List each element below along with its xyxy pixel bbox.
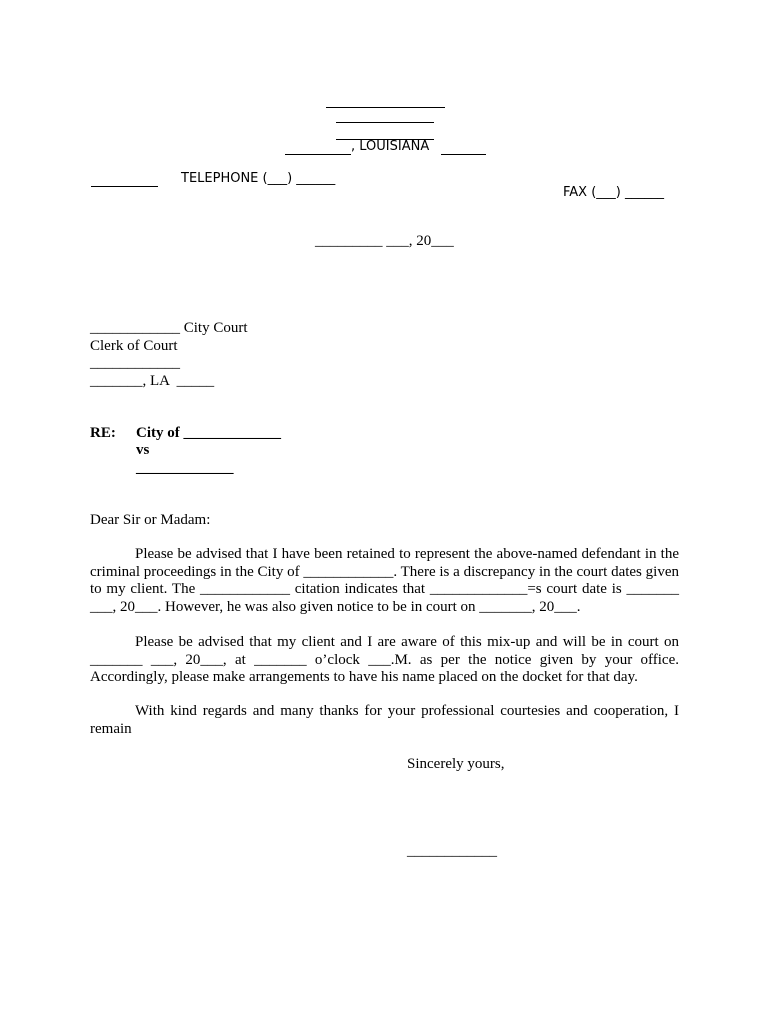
letterhead-left-blank-line — [91, 186, 158, 187]
re-defendant: _____________ — [136, 460, 234, 476]
closing: Sincerely yours, — [407, 756, 505, 772]
letterhead-title-line — [336, 122, 434, 123]
body-paragraph-1 — [90, 546, 679, 616]
letterhead-telephone: TELEPHONE (___) ______ — [181, 171, 336, 186]
recipient-clerk: Clerk of Court — [90, 338, 178, 354]
paragraph-text: With kind regards and many thanks for your professional courtesies and cooperation, I remain — [90, 703, 679, 737]
recipient-court: ____________ City Court — [90, 320, 248, 336]
re-versus: vs — [136, 442, 150, 458]
signature-line: ____________ — [407, 843, 497, 859]
body-paragraph-3 — [90, 703, 679, 738]
paragraph-text: Please be advised that my client and I are aware of this mix-up and will be in court on _______ ___, 20___, at _______ o’clock ___.M. as per the notice given by your office. Accordingly, please make arrangements to have his name placed on the docket for that day. — [90, 634, 679, 685]
paragraph-text: Please be advised that I have been retained to represent the above-named defendant in the criminal proceedings in the City of ____________. There is a discrepancy in the court dates given to my client. The ____________ citation indicates that _____________=s court date is _______ ___, 20___. However, he was also given notice to be in court on _______, 20___. — [90, 546, 679, 615]
letterhead-name-line — [326, 107, 445, 108]
letterhead-city-line — [285, 154, 351, 155]
re-label: RE: — [90, 425, 116, 441]
letterhead-fax: FAX (___) ______ — [563, 185, 664, 200]
letter-date: _________ ___, 20___ — [315, 233, 454, 249]
salutation: Dear Sir or Madam: — [90, 512, 211, 528]
letterhead-city-state: , LOUISIANA — [351, 139, 430, 154]
re-city-of: City of _____________ — [136, 425, 281, 441]
letterhead-zip-line — [441, 154, 486, 155]
recipient-city-state: _______, LA _____ — [90, 373, 215, 389]
body-paragraph-2 — [90, 634, 679, 687]
recipient-address-blank: ____________ — [90, 355, 180, 371]
